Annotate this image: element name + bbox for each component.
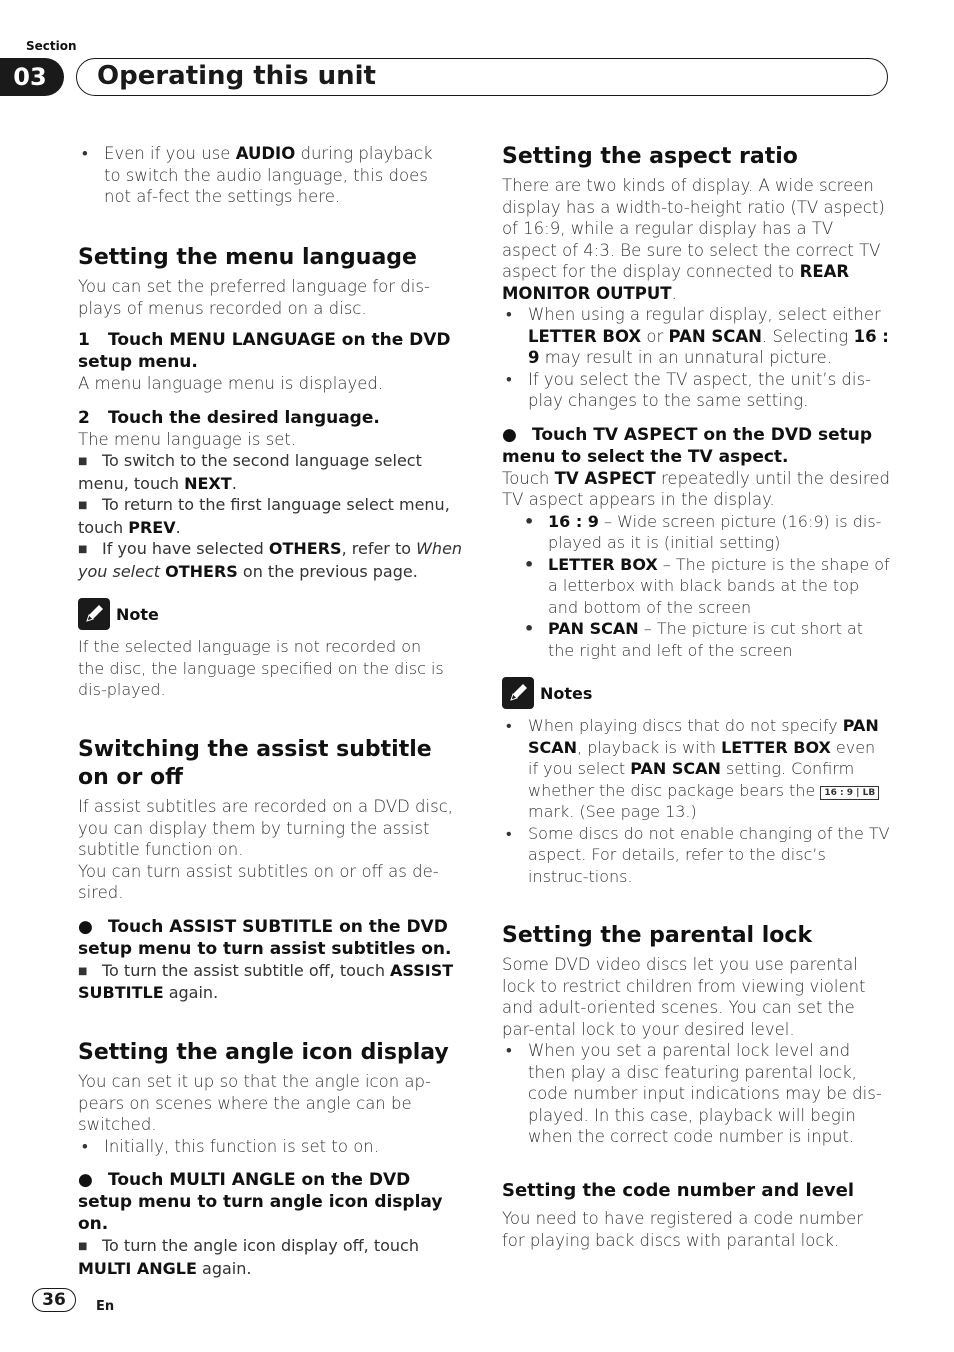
text-run: To switch to the second language select menu, touch bbox=[78, 451, 422, 493]
menu-language-intro: You can set the preferred language for dis-plays of menus recorded on a disc. bbox=[78, 277, 430, 318]
step-text: Touch ASSIST SUBTITLE on the DVD setup menu to turn assist subtitles on. bbox=[78, 916, 452, 959]
assist-subtitle-off-tip-text bbox=[78, 961, 453, 1003]
prev-tip-text bbox=[78, 495, 450, 537]
aspect-mark-left: 16 : 9 bbox=[824, 787, 854, 798]
assist-subtitle-off-tip: ■ To turn the assist subtitle off, touch ASSIST SUBTITLE again. bbox=[78, 960, 454, 1002]
parental-lock-section bbox=[502, 922, 890, 1148]
text-run: . Selecting bbox=[762, 326, 854, 346]
text-run: – The picture is cut short at the right and left of the screen bbox=[548, 619, 864, 660]
notes-block bbox=[502, 677, 890, 887]
text-run: OTHERS bbox=[165, 561, 238, 581]
text-run: , playback is with bbox=[577, 737, 722, 757]
aspect-mark-icon: 16 : 9 | LB bbox=[820, 786, 879, 800]
text-run: during playback to switch the audio language, this does not af-fect the settings here. bbox=[104, 144, 433, 206]
text-run: When playing discs that do not specify bbox=[528, 716, 843, 735]
text-run: OTHERS bbox=[268, 539, 342, 558]
note-label: Note bbox=[116, 604, 159, 624]
menu-language-section bbox=[78, 244, 468, 582]
parental-lock-heading: Setting the parental lock bbox=[502, 923, 813, 948]
text-run: TV ASPECT bbox=[554, 468, 656, 488]
angle-icon-step bbox=[78, 1169, 463, 1235]
text-run: Even if you use bbox=[104, 144, 236, 163]
notes-header bbox=[502, 677, 890, 709]
assist-subtitle-section bbox=[78, 736, 463, 1004]
text-run: may result in an unnatural picture. bbox=[539, 348, 832, 367]
notes-aspect-bullet: • Some discs do not enable changing of the TV aspect. For details, refer to the disc’s instruc-tions. bbox=[502, 823, 890, 888]
text-run: , refer to bbox=[341, 539, 417, 558]
aspect-ratio-intro bbox=[502, 175, 890, 304]
angle-icon-section bbox=[78, 1039, 463, 1279]
next-tip: ■ To switch to the second language select menu, touch NEXT. bbox=[78, 451, 422, 493]
step-number: 2 bbox=[78, 407, 90, 428]
text-run: If you have selected bbox=[102, 539, 269, 558]
text-run: . bbox=[175, 517, 181, 537]
text-run: . bbox=[671, 283, 677, 303]
text-run: 16 : 9 bbox=[548, 511, 599, 531]
text-run: AUDIO bbox=[235, 144, 296, 163]
aspect-ratio-heading: Setting the aspect ratio bbox=[502, 144, 798, 169]
text-run: – The picture is the shape of a letterbox with black bands at the top and bottom of the screen bbox=[548, 554, 890, 617]
aspect-regular-display-bullet bbox=[502, 304, 890, 369]
text-run: When using a regular display, select either bbox=[528, 305, 881, 324]
code-number-text: You need to have registered a code number for playing back discs with parantal lock. bbox=[502, 1209, 864, 1250]
text-run: 16 : 9 bbox=[528, 326, 889, 367]
bullet-dot-icon: ● bbox=[78, 1170, 93, 1190]
text-run: Touch bbox=[502, 468, 555, 488]
prev-tip: ■ To return to the first language select menu, touch PREV. bbox=[78, 495, 450, 537]
section-number-badge: 03 bbox=[0, 58, 64, 96]
assist-subtitle-heading: Switching the assist subtitle on or off bbox=[78, 737, 432, 790]
text-run: NEXT bbox=[184, 473, 232, 493]
menu-language-heading: Setting the menu language bbox=[78, 245, 417, 270]
aspect-tv-aspect-bullet: • If you select the TV aspect, the unit’s dis-play changes to the same setting. bbox=[502, 369, 890, 412]
angle-icon-heading: Setting the angle icon display bbox=[78, 1040, 449, 1065]
text-run: repeatedly until the desired TV aspect appears in the display. bbox=[502, 468, 890, 509]
angle-icon-off-tip-text bbox=[78, 1236, 419, 1278]
step-text: Touch MULTI ANGLE on the DVD setup menu to turn angle icon display on. bbox=[78, 1170, 443, 1234]
bullet-dot-icon: ● bbox=[78, 916, 93, 937]
aspect-mark-right: LB bbox=[862, 787, 876, 798]
angle-icon-off-tip: ■ To turn the angle icon display off, touch MULTI ANGLE again. bbox=[78, 1236, 419, 1278]
others-tip: ■ If you have selected OTHERS, refer to When you select OTHERS on the previous page. bbox=[78, 539, 463, 581]
menu-language-step-1-result: A menu language menu is displayed. bbox=[78, 374, 384, 393]
assist-subtitle-intro-2: You can turn assist subtitles on or off as de-sired. bbox=[78, 861, 439, 902]
text-run: To turn the assist subtitle off, touch bbox=[102, 960, 391, 980]
text-run: There are two kinds of display. A wide screen display has a width-to-height ratio (TV aspect) of 16:9, while a regular display has a TV aspect of 4:3. Be sure to select the correct TV aspect for the display connected to bbox=[502, 176, 885, 281]
aspect-option-letter-box bbox=[502, 554, 890, 619]
menu-language-step-2 bbox=[78, 407, 468, 429]
menu-language-step-2-result: The menu language is set. bbox=[78, 429, 297, 449]
text-run: PAN SCAN bbox=[528, 716, 879, 757]
text-run: To return to the first language select menu, touch bbox=[78, 495, 450, 537]
note-block bbox=[78, 598, 448, 701]
next-tip-text bbox=[78, 451, 422, 493]
aspect-option-pan-scan bbox=[502, 618, 890, 661]
code-number-section bbox=[502, 1180, 890, 1251]
text-run: LETTER BOX bbox=[721, 737, 831, 757]
text-run: PREV bbox=[128, 517, 176, 537]
pencil-icon bbox=[78, 598, 110, 630]
bullet-dot-icon: ● bbox=[502, 424, 517, 445]
text-run: ASSIST SUBTITLE bbox=[78, 960, 454, 1002]
text-run: PAN SCAN bbox=[548, 619, 639, 638]
pencil-icon bbox=[502, 677, 534, 709]
step-text: Touch the desired language. bbox=[108, 407, 380, 428]
text-run: LETTER BOX bbox=[548, 554, 658, 574]
angle-icon-default-bullet: • Initially, this function is set to on. bbox=[78, 1136, 463, 1158]
step-text: Touch TV ASPECT on the DVD setup menu to select the TV aspect. bbox=[502, 424, 873, 467]
text-run: – Wide screen picture (16:9) is dis-played as it is (initial setting) bbox=[548, 511, 882, 552]
text-run: To turn the angle icon display off, touch bbox=[102, 1236, 419, 1255]
others-tip-text bbox=[78, 539, 462, 581]
note-text: If the selected language is not recorded on the disc, the language specified on the disc is dis-played. bbox=[78, 637, 444, 699]
step-number: 1 bbox=[78, 330, 90, 350]
assist-subtitle-step bbox=[78, 916, 463, 960]
audio-language-bullet bbox=[78, 143, 450, 208]
intro-bullet-block bbox=[78, 143, 450, 208]
code-number-heading: Setting the code number and level bbox=[502, 1180, 855, 1201]
section-label: Section bbox=[26, 39, 77, 53]
tv-aspect-step-result bbox=[502, 468, 890, 511]
text-run: or bbox=[641, 326, 669, 346]
notes-label: Notes bbox=[540, 683, 593, 703]
notes-pan-scan-bullet bbox=[502, 715, 890, 823]
menu-language-step-1 bbox=[78, 329, 468, 373]
page-number: 36 bbox=[32, 1288, 76, 1312]
note-header bbox=[78, 598, 448, 630]
angle-icon-intro: You can set it up so that the angle icon ap-pears on scenes where the angle can be switched. bbox=[78, 1072, 431, 1134]
text-run: REAR MONITOR OUTPUT bbox=[502, 262, 850, 303]
notes-pan-scan-text-end: mark. (See page 13.) bbox=[528, 802, 697, 821]
text-run: LETTER BOX bbox=[528, 326, 642, 346]
parental-lock-intro: Some DVD video discs let you use parental lock to restrict children from viewing violent and adult-oriented scenes. You can set the par-ental lock to your desired level. bbox=[502, 955, 866, 1039]
text-run: again. bbox=[196, 1258, 252, 1278]
text-run: PAN SCAN bbox=[630, 759, 721, 778]
text-run: setting. Confirm whether the disc package bears the bbox=[528, 759, 855, 800]
text-run: MULTI ANGLE bbox=[78, 1258, 197, 1278]
text-run: . bbox=[231, 473, 237, 493]
aspect-option-16-9 bbox=[502, 511, 890, 554]
text-run: on the previous page. bbox=[237, 561, 418, 581]
assist-subtitle-intro-1: If assist subtitles are recorded on a DVD disc, you can display them by turning the assist subtitle function on. bbox=[78, 797, 454, 859]
text-run: again. bbox=[163, 983, 219, 1002]
page-title: Operating this unit bbox=[76, 58, 888, 96]
aspect-ratio-section bbox=[502, 143, 890, 661]
parental-lock-bullet: • When you set a parental lock level and then play a disc featuring parental lock, code number input indications may be dis-played. In this case, playback will begin when the correct code number is input. bbox=[502, 1040, 890, 1148]
text-run: When you select bbox=[78, 539, 463, 581]
text-run: even if you select bbox=[528, 737, 876, 778]
tv-aspect-step bbox=[502, 424, 890, 468]
step-text: Touch MENU LANGUAGE on the DVD setup menu. bbox=[78, 330, 451, 372]
text-run: PAN SCAN bbox=[668, 326, 762, 346]
language-code: En bbox=[96, 1299, 115, 1314]
